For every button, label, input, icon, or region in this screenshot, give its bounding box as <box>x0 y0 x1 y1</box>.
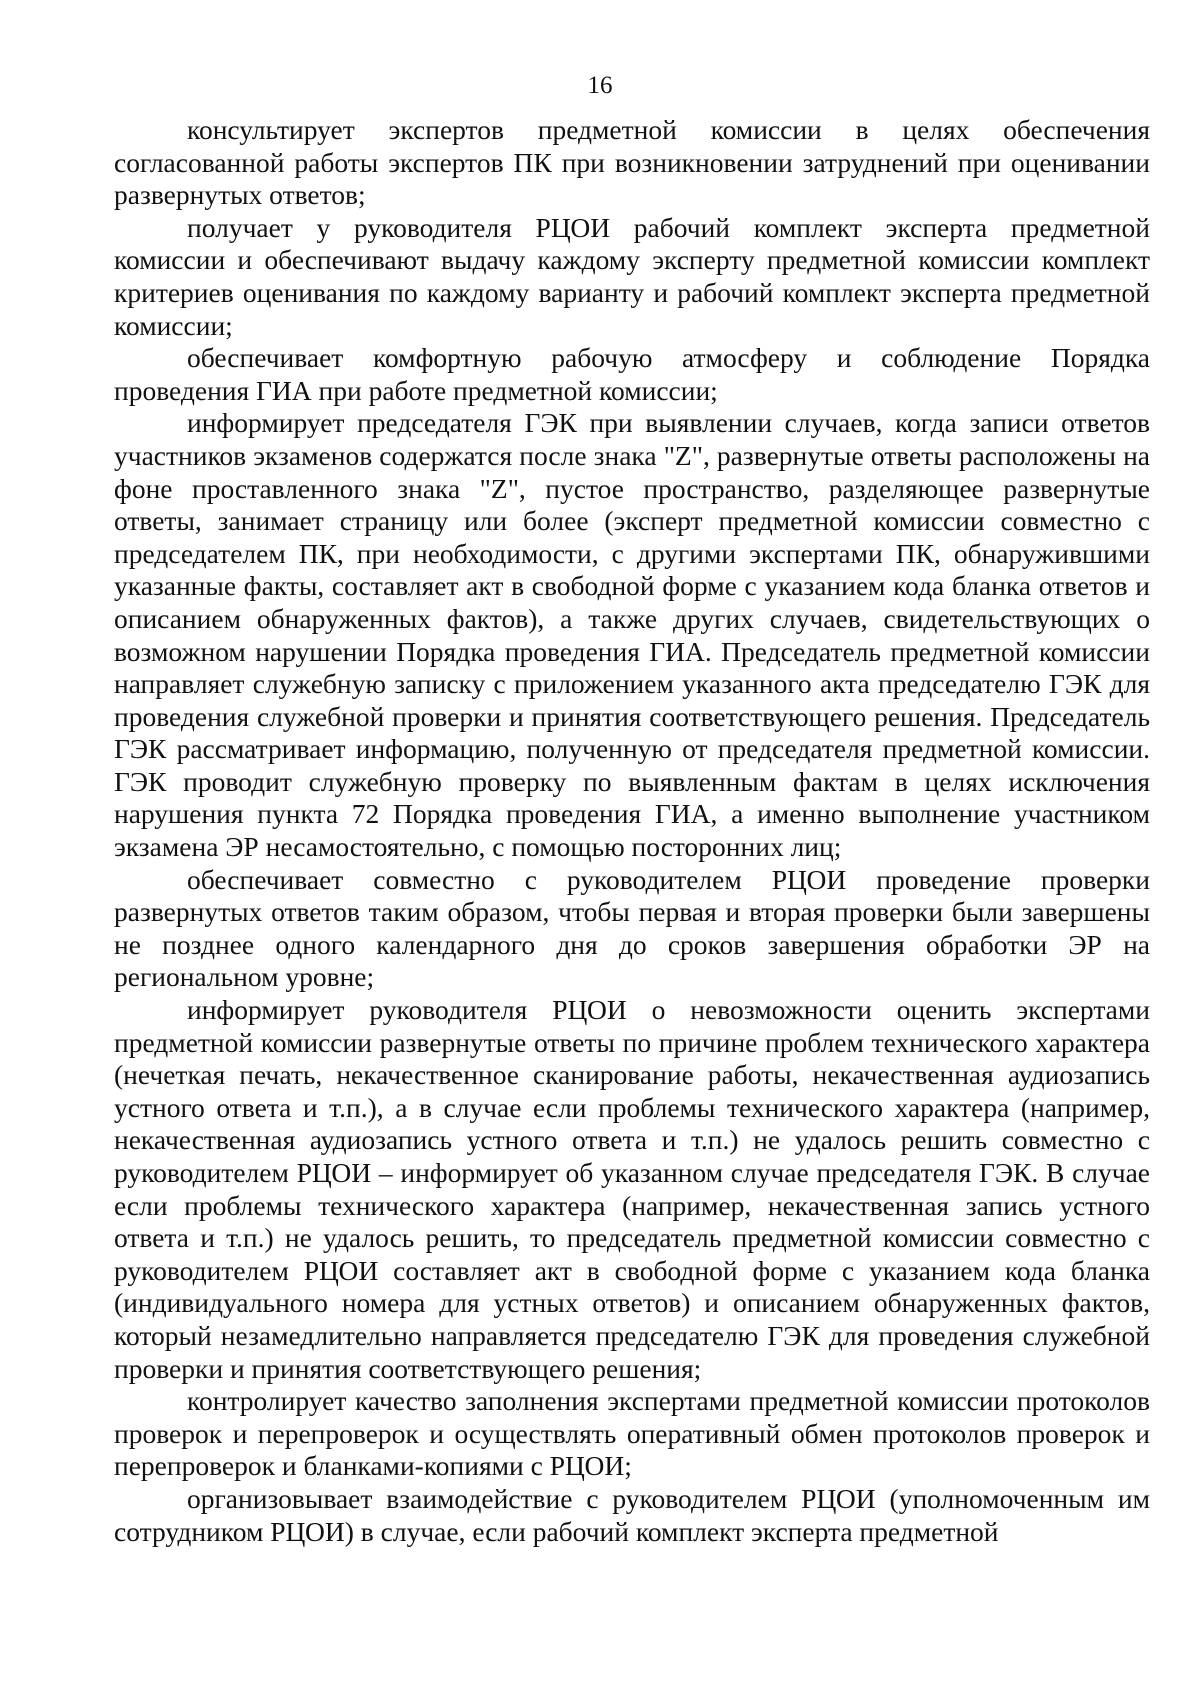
paragraph-comfortable-atmosphere: обеспечивает комфортную рабочую атмосферу и соблюдение Порядка проведения ГИА при работе предметной комиссии; <box>114 342 1150 406</box>
paragraph-technical-problems: информирует руководителя РЦОИ о невозможности оценить экспертами предметной комиссии развернутые ответы по причине проблем технического характера (нечеткая печать, некачественное сканирование работы, некачественная аудиозапись устного ответа и т.п.), а в случае если проблемы технического характера (например, некачественная аудиозапись устного ответа и т.п.) не удалось решить совместно с руководителем РЦОИ – информирует об указанном случае председателя ГЭК. В случае если проблемы технического характера (например, некачественная запись устного ответа и т.п.) не удалось решить, то председатель предметной комиссии совместно с руководителем РЦОИ составляет акт в свободной форме с указанием кода бланка (индивидуального номера для устных ответов) и описанием обнаруженных фактов, который незамедлительно направляется председателю ГЭК для проведения служебной проверки и принятия соответствующего решения; <box>114 994 1150 1384</box>
paragraph-consults-experts: консультирует экспертов предметной комиссии в целях обеспечения согласованной работы экспертов ПК при возникновении затруднений при оценивании развернутых ответов; <box>114 114 1150 211</box>
paragraph-receives-kit: получает у руководителя РЦОИ рабочий комплект эксперта предметной комиссии и обеспечивают выдачу каждому эксперту предметной комиссии комплект критериев оценивания по каждому варианту и рабочий комплект эксперта предметной комиссии; <box>114 211 1150 341</box>
paragraph-controls-protocols: контролирует качество заполнения экспертами предметной комиссии протоколов проверок и перепроверок и осуществлять оперативный обмен протоколов проверок и перепроверок и бланками-копиями с РЦОИ; <box>114 1385 1150 1482</box>
paragraph-ensures-checking: обеспечивает совместно с руководителем РЦОИ проведение проверки развернутых ответов таким образом, чтобы первая и вторая проверки были завершены не позднее одного календарного дня до сроков завершения обработки ЭР на региональном уровне; <box>114 863 1150 993</box>
document-body <box>114 114 1150 1548</box>
paragraph-informs-gek-chair: информирует председателя ГЭК при выявлении случаев, когда записи ответов участников экзаменов содержатся после знака "Z", развернутые ответы расположены на фоне проставленного знака "Z", пустое пространство, разделяющее развернутые ответы, занимает страницу или более (эксперт предметной комиссии совместно с председателем ПК, при необходимости, с другими экспертами ПК, обнаружившими указанные факты, составляет акт в свободной форме с указанием кода бланка ответов и описанием обнаруженных фактов), а также других случаев, свидетельствующих о возможном нарушении Порядка проведения ГИА. Председатель предметной комиссии направляет служебную записку с приложением указанного акта председателю ГЭК для проведения служебной проверки и принятия соответствующего решения. Председатель ГЭК рассматривает информацию, полученную от председателя предметной комиссии. ГЭК проводит служебную проверку по выявленным фактам в целях исключения нарушения пункта 72 Порядка проведения ГИА, а именно выполнение участником экзамена ЭР несамостоятельно, с помощью посторонних лиц; <box>114 407 1150 863</box>
page-number: 16 <box>587 72 613 99</box>
paragraph-organizes-interaction: организовывает взаимодействие с руководителем РЦОИ (уполномоченным им сотрудником РЦОИ) в случае, если рабочий комплект эксперта предметной <box>114 1482 1150 1547</box>
